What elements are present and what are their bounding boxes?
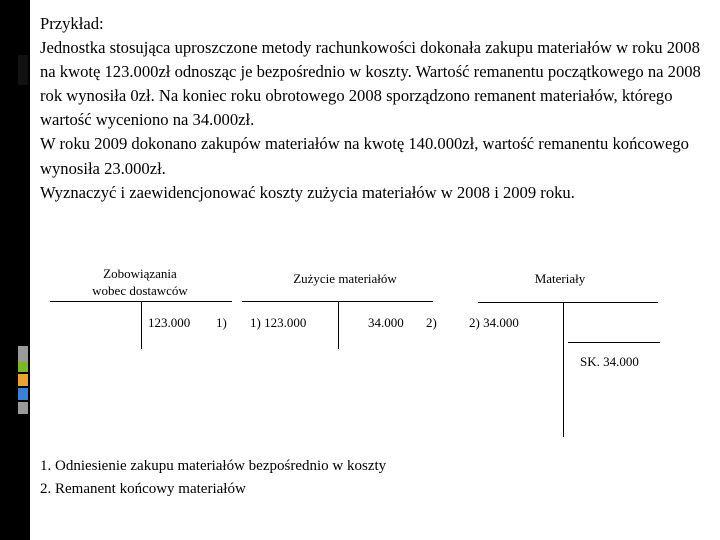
problem-statement	[40, 12, 710, 205]
account-materials-vertical-line	[563, 302, 564, 437]
account-consumption-vertical-line	[338, 301, 339, 349]
footnote-1: 1. Odniesienie zakupu materiałów bezpośrednio w koszty	[40, 458, 387, 474]
accent-bar-blue	[18, 388, 28, 400]
paragraph-heading: Przykład:	[40, 14, 104, 33]
footnotes	[40, 455, 386, 501]
account-liabilities-title-line2: wobec dostawców	[92, 283, 188, 298]
account-liabilities-credit-ref: 1)	[216, 315, 227, 330]
account-liabilities-vertical-line	[141, 301, 142, 349]
accent-bar-black	[18, 55, 28, 85]
accent-bar-orange	[18, 374, 28, 386]
footnote-2: 2. Remanent końcowy materiałów	[40, 481, 246, 497]
account-consumption-debit-entry: 1) 123.000	[250, 315, 307, 330]
accent-bar-gray	[18, 346, 28, 362]
account-consumption-credit-ref: 2)	[426, 315, 437, 330]
accent-bar-green	[18, 362, 28, 372]
paragraph-task: Wyznaczyć i zaewidencjonować koszty zużycia materiałów w 2008 i 2009 roku.	[40, 182, 575, 202]
paragraph-2008: Jednostka stosująca uproszczone metody rachunkowości dokonała zakupu materiałów w roku 2008 na kwotę 123.000zł odnosząc je bezpośrednio w koszty. Wartość remanentu początkowego na 2008 rok wynosiła 0zł. Na koniec roku obrotowego 2008 sporządzono remanent materiałów, którego wartość wyceniono na 34.000zł.	[40, 38, 701, 130]
account-materials-balance-line	[568, 342, 660, 343]
account-materials-horizontal-line	[478, 302, 658, 303]
account-consumption-title: Zużycie materiałów	[293, 271, 397, 286]
account-consumption-credit-value: 34.000	[368, 315, 404, 330]
accent-bar-gray-2	[18, 402, 28, 414]
paragraph-2009: W roku 2009 dokonano zakupów materiałów na kwotę 140.000zł, wartość remanentu końcowego wynosiła 23.000zł.	[40, 134, 689, 178]
account-liabilities-credit-value: 123.000	[148, 315, 191, 330]
account-materials-title: Materiały	[534, 271, 586, 286]
account-materials-closing-balance: SK. 34.000	[580, 354, 639, 369]
account-liabilities-title	[70, 265, 210, 299]
account-liabilities-title-line1: Zobowiązania	[103, 266, 177, 281]
account-materials-debit-entry: 2) 34.000	[469, 315, 519, 330]
